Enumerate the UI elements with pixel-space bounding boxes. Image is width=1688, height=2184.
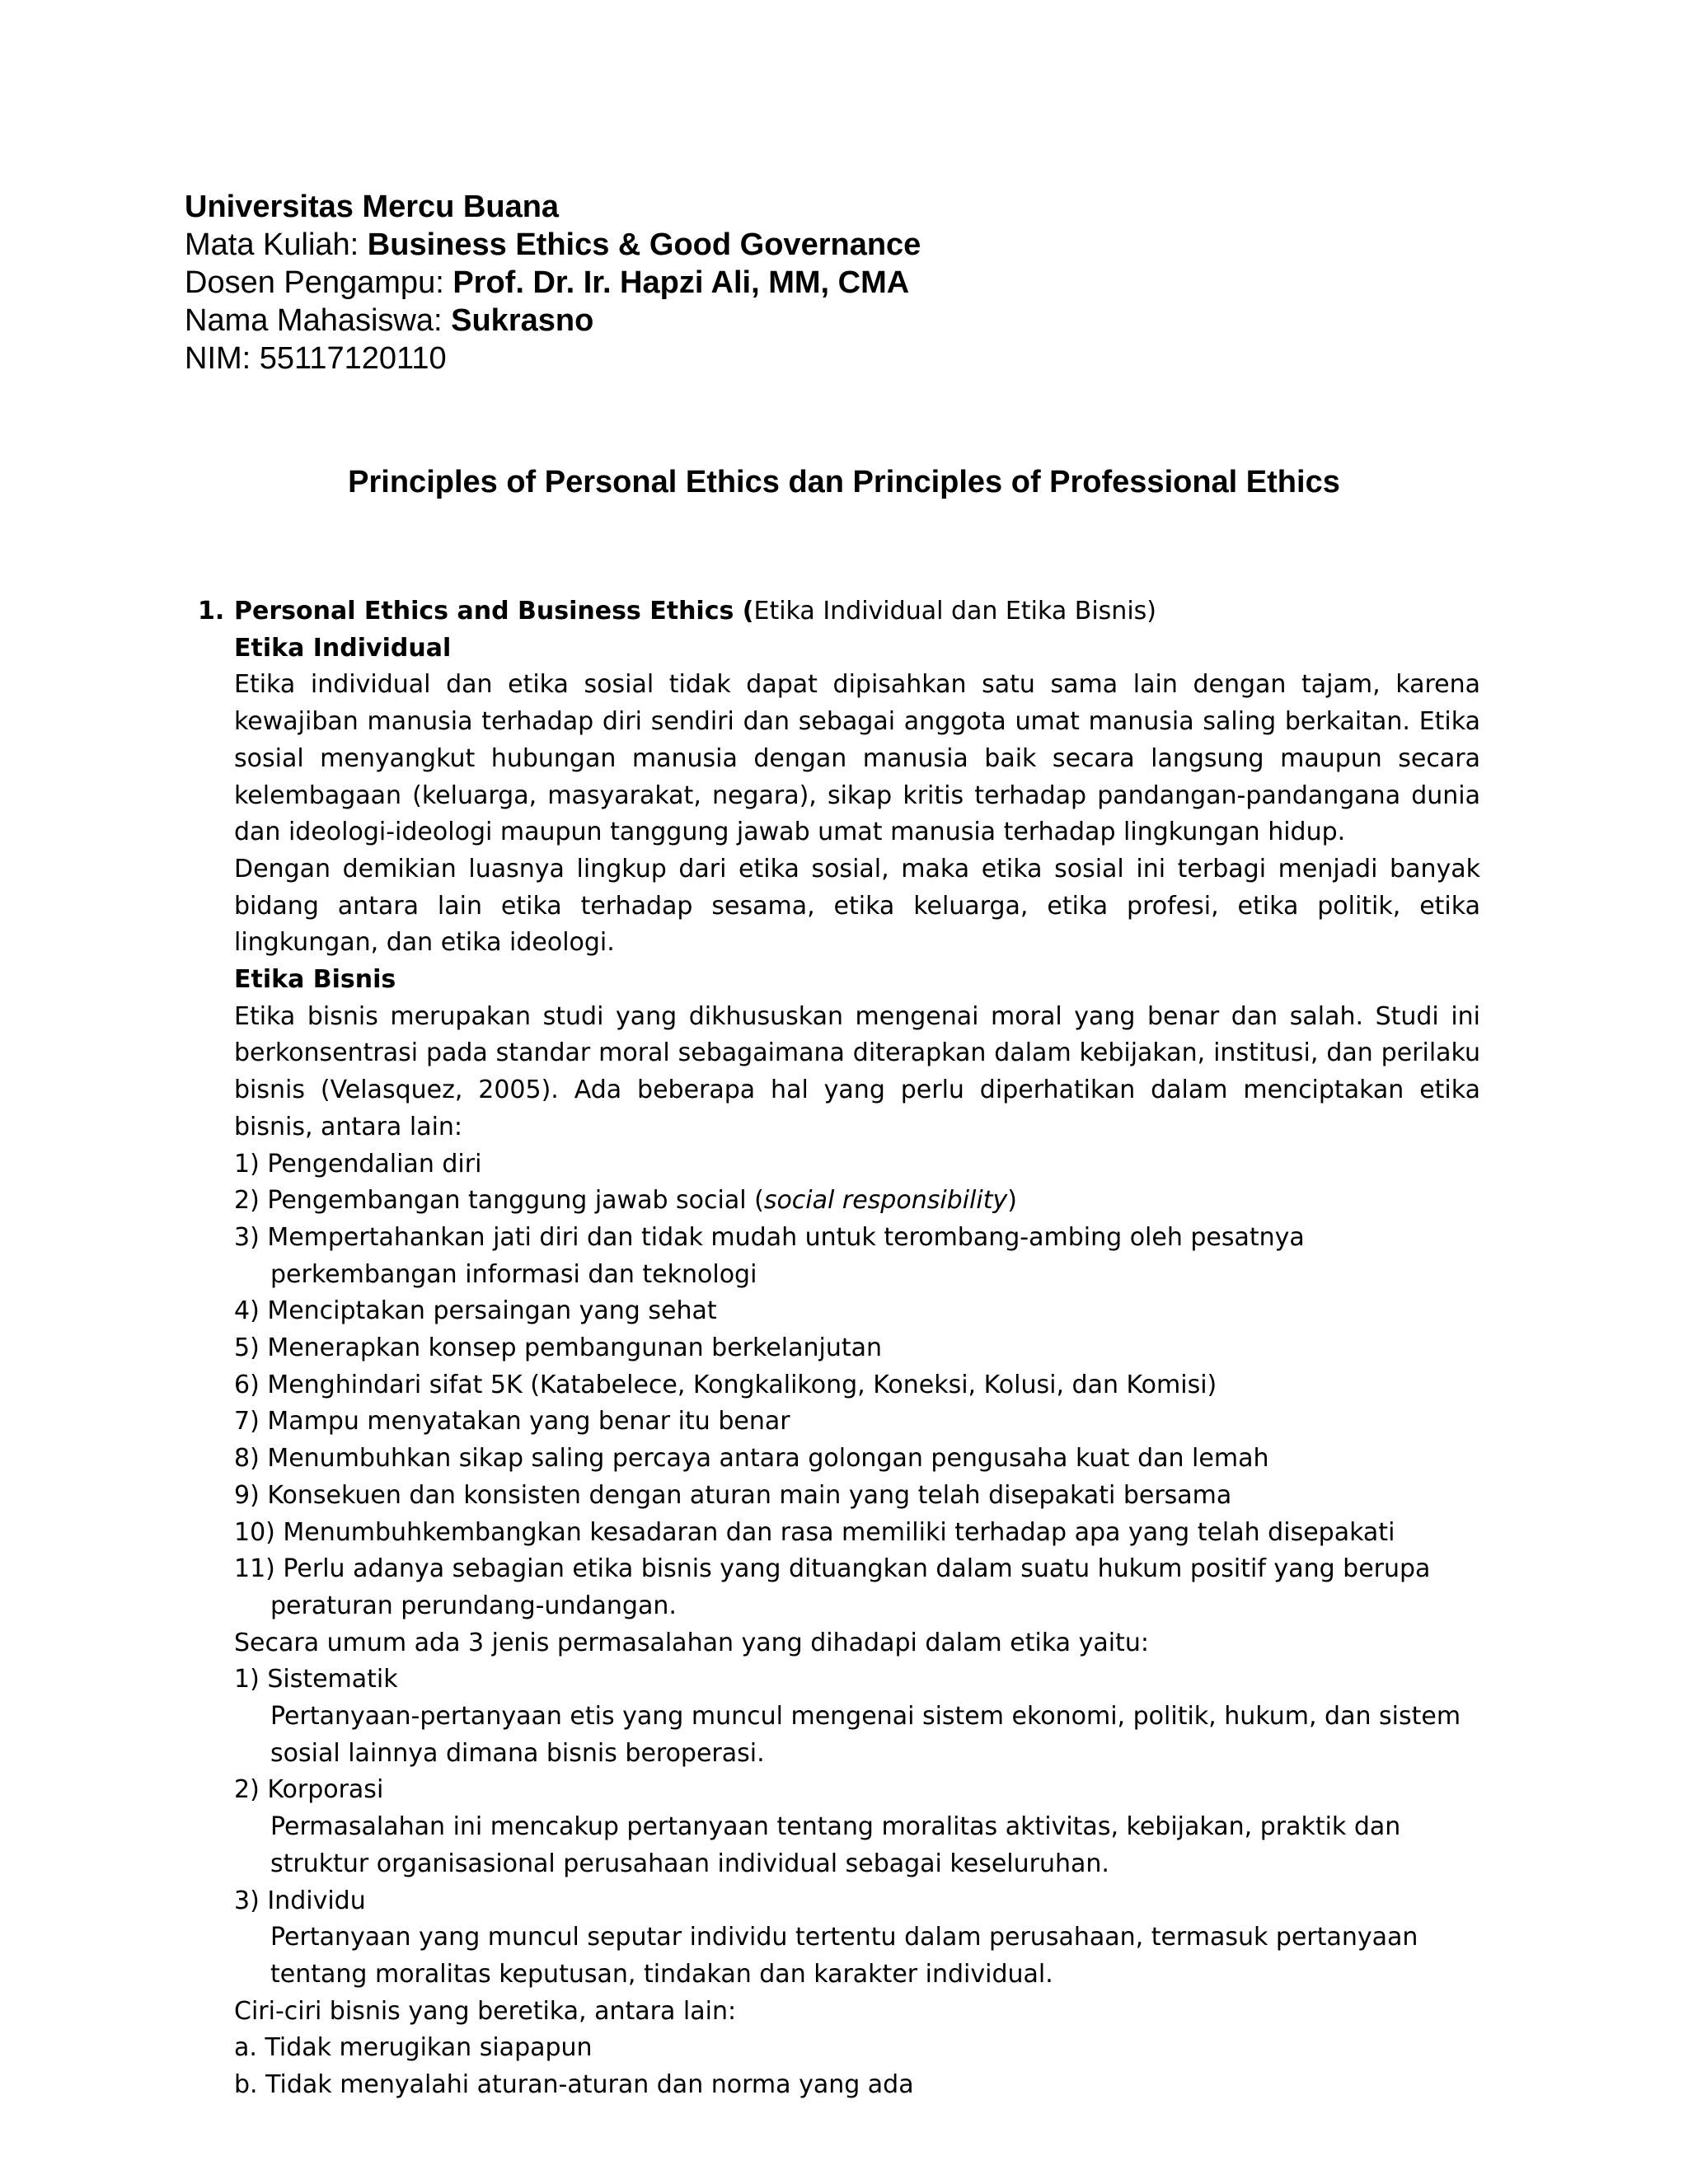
lecturer-label: Dosen Pengampu:	[185, 265, 453, 300]
section-heading-rest: Etika Individual dan Etika Bisnis)	[753, 597, 1156, 626]
course-value: Business Ethics & Good Governance	[367, 227, 921, 262]
list-item: b. Tidak menyalahi aturan-aturan dan norma yang ada	[234, 2070, 914, 2100]
list-item: 8) Menumbuhkan sikap saling percaya antara golongan pengusaha kuat dan lemah	[234, 1444, 1269, 1474]
section-heading-bold: Personal Ethics and Business Ethics (	[234, 597, 754, 626]
paragraph: Dengan demikian luasnya lingkup dari etika sosial, maka etika sosial ini terbagi menjadi banyak bidang antara lain etika terhadap sesama, etika keluarga, etika profesi, etika politik, etika lingkungan, dan etika ideologi.	[234, 854, 1480, 958]
student-label: Nama Mahasiswa:	[185, 303, 452, 338]
section-heading	[198, 593, 1156, 630]
student-line	[185, 302, 921, 340]
problem-description: Pertanyaan-pertanyaan etis yang muncul mengenai sistem ekonomi, politik, hukum, dan sistem sosial lainnya dimana bisnis beroperasi.	[270, 1702, 1461, 1768]
ethics-list	[234, 1146, 1480, 1625]
list-item: 9) Konsekuen dan konsisten dengan aturan main yang telah disepakati bersama	[234, 1480, 1232, 1510]
subheading-etika-bisnis: Etika Bisnis	[234, 965, 396, 995]
problems-intro: Secara umum ada 3 jenis permasalahan yang dihadapi dalam etika yaitu:	[234, 1628, 1149, 1657]
list-item: 7) Mampu menyatakan yang benar itu benar	[234, 1407, 790, 1436]
problem-description: Pertanyaan yang muncul seputar individu tertentu dalam perusahaan, termasuk pertanyaan tentang moralitas keputusan, tindakan dan karakter individual.	[270, 1923, 1418, 1989]
list-item: 1) Pengendalian diri	[234, 1149, 482, 1179]
student-value: Sukrasno	[451, 303, 594, 338]
lecturer-value: Prof. Dr. Ir. Hapzi Ali, MM, CMA	[452, 265, 910, 300]
list-item: 3) Mempertahankan jati diri dan tidak mudah untuk terombang-ambing oleh pesatnya perkembangan informasi dan teknologi	[234, 1222, 1305, 1289]
problems-list	[234, 1661, 1480, 1993]
problem-label: 1) Sistematik	[234, 1665, 398, 1694]
lecturer-line	[185, 264, 921, 302]
page-title: Principles of Personal Ethics dan Principles of Professional Ethics	[348, 465, 1340, 499]
section-number: 1.	[198, 597, 225, 626]
traits-intro: Ciri-ciri bisnis yang beretika, antara lain:	[234, 1996, 737, 2026]
list-item: a. Tidak merugikan siapapun	[234, 2033, 593, 2063]
nim-line: NIM: 55117120110	[185, 341, 447, 376]
list-item: 5) Menerapkan konsep pembangunan berkelanjutan	[234, 1333, 883, 1363]
document-body	[198, 593, 1480, 2104]
problem-label: 2) Korporasi	[234, 1775, 384, 1805]
problem-description: Permasalahan ini mencakup pertanyaan tentang moralitas aktivitas, kebijakan, praktik dan struktur organisasional perusahaan individual sebagai keseluruhan.	[270, 1812, 1401, 1878]
subheading-etika-individual: Etika Individual	[234, 633, 452, 663]
document-header	[185, 188, 921, 377]
course-label: Mata Kuliah:	[185, 227, 368, 262]
list-item: 10) Menumbuhkembangkan kesadaran dan rasa memiliki terhadap apa yang telah disepakati	[234, 1517, 1395, 1547]
list-item: 2) Pengembangan tanggung jawab social (social responsibility)	[234, 1186, 1017, 1216]
university-name: Universitas Mercu Buana	[185, 190, 560, 224]
paragraph: Etika individual dan etika sosial tidak dapat dipisahkan satu sama lain dengan tajam, karena kewajiban manusia terhadap diri sendiri dan sebagai anggota umat manusia saling berkaitan. Etika sosial menyangkut hubungan manusia dengan manusia baik secara langsung maupun secara kelembagaan (keluarga, masyarakat, negara), sikap kritis terhadap pandangan-pandangana dunia dan ideologi-ideologi maupun tanggung jawab umat manusia terhadap lingkungan hidup.	[234, 670, 1480, 847]
problem-label: 3) Individu	[234, 1886, 366, 1915]
list-item: 6) Menghindari sifat 5K (Katabelece, Kongkalikong, Koneksi, Kolusi, dan Komisi)	[234, 1370, 1217, 1399]
paragraph: Etika bisnis merupakan studi yang dikhususkan mengenai moral yang benar dan salah. Studi ini berkonsentrasi pada standar moral sebagaimana diterapkan dalam kebijakan, institusi, dan perilaku bisnis (Velasquez, 2005). Ada beberapa hal yang perlu diperhatikan dalam menciptakan etika bisnis, antara lain:	[234, 1001, 1480, 1141]
list-item: 11) Perlu adanya sebagian etika bisnis yang dituangkan dalam suatu hukum positif yang berupa peraturan perundang-undangan.	[234, 1554, 1431, 1620]
traits-list	[234, 2030, 1480, 2103]
list-item: 4) Menciptakan persaingan yang sehat	[234, 1296, 717, 1326]
course-line	[185, 226, 921, 264]
